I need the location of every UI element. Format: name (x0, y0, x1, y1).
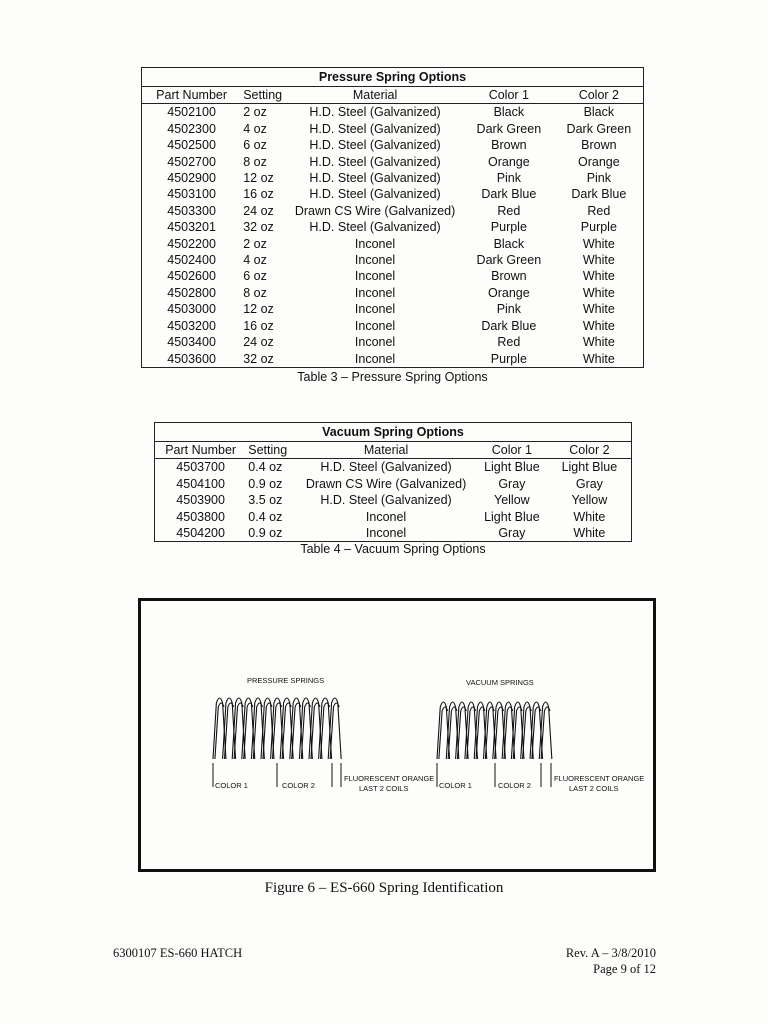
pressure-springs-label: PRESSURE SPRINGS (247, 676, 325, 685)
cell-color-1: Dark Blue (481, 187, 537, 202)
figure-caption: Figure 6 – ES-660 Spring Identification (264, 880, 504, 896)
cell-setting: 16 oz (243, 187, 274, 202)
cell-setting: 32 oz (243, 220, 274, 235)
cell-part-number: 4502300 (167, 121, 216, 136)
header-color-2: Color 2 (548, 442, 632, 459)
cell-part-number: 4502700 (167, 154, 216, 169)
pressure-table-title: Pressure Spring Options (142, 68, 644, 87)
vacuum-color1-label: COLOR 1 (439, 781, 472, 790)
cell-color-1: Dark Blue (481, 318, 537, 333)
cell-material: H.D. Steel (Galvanized) (309, 154, 441, 169)
table-row (142, 236, 644, 252)
header-color-2: Color 2 (555, 87, 644, 104)
cell-setting: 32 oz (243, 351, 274, 366)
footer-doc-id: 6300107 ES-660 HATCH (113, 946, 243, 960)
header-part-number: Part Number (155, 442, 247, 459)
cell-color-1: Gray (498, 476, 526, 491)
cell-part-number: 4503900 (176, 493, 225, 508)
cell-material: Inconel (354, 351, 396, 366)
cell-color-2: White (582, 285, 615, 300)
cell-color-2: Purple (580, 220, 617, 235)
cell-color-1: Purple (490, 351, 527, 366)
cell-part-number: 4504200 (176, 526, 225, 541)
cell-color-1: Purple (490, 220, 527, 235)
header-setting: Setting (246, 442, 296, 459)
table-row (142, 285, 644, 301)
cell-color-1: Orange (488, 154, 530, 169)
footer-revision: Rev. A – 3/8/2010 (565, 946, 656, 960)
cell-material: H.D. Steel (Galvanized) (309, 220, 441, 235)
cell-part-number: 4502600 (167, 269, 216, 284)
cell-color-2: White (582, 302, 615, 317)
cell-part-number: 4502100 (167, 105, 216, 120)
table-row (142, 252, 644, 268)
cell-part-number: 4503300 (167, 203, 216, 218)
cell-part-number: 4503000 (167, 302, 216, 317)
cell-material: H.D. Steel (Galvanized) (320, 460, 452, 475)
vacuum-spring-table (154, 422, 632, 542)
cell-setting: 0.9 oz (248, 526, 283, 541)
cell-color-2: Pink (586, 171, 612, 186)
cell-setting: 8 oz (243, 285, 267, 300)
cell-color-1: Red (497, 203, 521, 218)
cell-color-2: White (573, 526, 606, 541)
cell-setting: 0.4 oz (248, 460, 283, 475)
cell-material: Inconel (354, 269, 396, 284)
table-row (142, 203, 644, 219)
cell-color-2: Gray (575, 476, 603, 491)
table-row (142, 121, 644, 137)
cell-setting: 24 oz (243, 203, 274, 218)
footer-page-number: Page 9 of 12 (593, 962, 656, 976)
cell-material: Inconel (354, 302, 396, 317)
cell-setting: 2 oz (243, 105, 267, 120)
cell-part-number: 4502200 (167, 236, 216, 251)
cell-setting: 8 oz (243, 154, 267, 169)
header-setting: Setting (241, 87, 287, 104)
vacuum-table-caption: Table 4 – Vacuum Spring Options (300, 542, 486, 556)
cell-color-2: Orange (578, 154, 620, 169)
cell-color-1: Dark Green (476, 121, 542, 136)
cell-color-2: White (582, 335, 615, 350)
cell-color-1: Gray (498, 526, 526, 541)
cell-color-1: Light Blue (484, 460, 540, 475)
cell-material: H.D. Steel (Galvanized) (320, 493, 452, 508)
cell-setting: 0.4 oz (248, 509, 283, 524)
cell-material: H.D. Steel (Galvanized) (309, 187, 441, 202)
table-row (155, 492, 632, 508)
vacuum-springs-label: VACUUM SPRINGS (466, 678, 534, 687)
cell-part-number: 4503400 (167, 335, 216, 350)
vacuum-color2-label: COLOR 2 (498, 781, 531, 790)
cell-part-number: 4503700 (176, 460, 225, 475)
cell-color-1: Light Blue (484, 509, 540, 524)
table-row (142, 219, 644, 235)
cell-material: Inconel (365, 526, 407, 541)
cell-material: Inconel (354, 253, 396, 268)
table-row (142, 104, 644, 121)
cell-material: Inconel (354, 335, 396, 350)
cell-part-number: 4503200 (167, 318, 216, 333)
cell-color-2: White (582, 318, 615, 333)
cell-color-2: White (573, 509, 606, 524)
cell-part-number: 4503201 (167, 220, 216, 235)
pressure-table-caption: Table 3 – Pressure Spring Options (297, 370, 488, 384)
cell-color-1: Dark Green (476, 253, 542, 268)
cell-setting: 6 oz (243, 269, 267, 284)
cell-color-2: Dark Green (566, 121, 632, 136)
cell-material: H.D. Steel (Galvanized) (309, 121, 441, 136)
pressure-table-header-row (142, 87, 644, 104)
cell-color-2: White (582, 351, 615, 366)
pressure-spring-coils (213, 698, 341, 759)
cell-color-2: Red (587, 203, 611, 218)
vacuum-last-coils-label: LAST 2 COILS (569, 784, 619, 793)
cell-color-1: Orange (488, 285, 530, 300)
header-color-1: Color 1 (463, 87, 555, 104)
pressure-last-coils-label: LAST 2 COILS (359, 784, 409, 793)
cell-material: Drawn CS Wire (Galvanized) (294, 203, 456, 218)
cell-color-1: Pink (496, 302, 522, 317)
cell-part-number: 4502500 (167, 138, 216, 153)
vacuum-table-title: Vacuum Spring Options (155, 423, 632, 442)
table-row (142, 268, 644, 284)
pressure-color1-label: COLOR 1 (215, 781, 248, 790)
pressure-spring-table (141, 67, 644, 368)
cell-setting: 16 oz (243, 318, 274, 333)
table-row (142, 137, 644, 153)
cell-part-number: 4502400 (167, 253, 216, 268)
cell-part-number: 4502800 (167, 285, 216, 300)
cell-color-2: White (582, 236, 615, 251)
cell-setting: 24 oz (243, 335, 274, 350)
header-part-number: Part Number (142, 87, 242, 104)
cell-color-1: Black (493, 236, 525, 251)
cell-setting: 3.5 oz (248, 493, 283, 508)
vacuum-spring-coils (437, 702, 552, 759)
cell-material: Inconel (354, 318, 396, 333)
spring-diagram (141, 601, 653, 869)
table-row (155, 525, 632, 542)
vacuum-fluorescent-label: FLUORESCENT ORANGE (554, 774, 645, 783)
header-color-1: Color 1 (476, 442, 548, 459)
table-row (155, 459, 632, 476)
table-row (142, 318, 644, 334)
cell-part-number: 4502900 (167, 171, 216, 186)
cell-color-2: Dark Blue (571, 187, 627, 202)
table-row (142, 186, 644, 202)
cell-setting: 2 oz (243, 236, 267, 251)
cell-material: Inconel (354, 285, 396, 300)
cell-color-1: Brown (491, 138, 527, 153)
spring-identification-figure (138, 598, 656, 872)
cell-color-2: Light Blue (561, 460, 618, 475)
cell-setting: 4 oz (243, 121, 267, 136)
header-material: Material (296, 442, 476, 459)
cell-color-1: Black (493, 105, 525, 120)
table-row (142, 351, 644, 368)
cell-material: Inconel (354, 236, 396, 251)
cell-setting: 6 oz (243, 138, 267, 153)
cell-color-2: White (582, 253, 615, 268)
pressure-fluorescent-label: FLUORESCENT ORANGE (344, 774, 435, 783)
cell-setting: 0.9 oz (248, 476, 283, 491)
table-row (142, 170, 644, 186)
cell-part-number: 4504100 (176, 476, 225, 491)
table-row (142, 154, 644, 170)
pressure-color2-label: COLOR 2 (282, 781, 315, 790)
cell-part-number: 4503800 (176, 509, 225, 524)
cell-setting: 12 oz (243, 171, 274, 186)
cell-color-2: Black (583, 105, 615, 120)
cell-color-1: Pink (496, 171, 522, 186)
cell-color-2: Yellow (571, 493, 608, 508)
cell-setting: 4 oz (243, 253, 267, 268)
cell-color-1: Red (497, 335, 521, 350)
table-row (155, 509, 632, 525)
table-row (142, 301, 644, 317)
cell-part-number: 4503600 (167, 351, 216, 366)
cell-part-number: 4503100 (167, 187, 216, 202)
cell-color-2: White (582, 269, 615, 284)
cell-material: Inconel (365, 509, 407, 524)
cell-material: Drawn CS Wire (Galvanized) (305, 476, 467, 491)
table-row (142, 334, 644, 350)
table-row (155, 476, 632, 492)
cell-setting: 12 oz (243, 302, 274, 317)
cell-color-2: Brown (581, 138, 617, 153)
cell-color-1: Yellow (494, 493, 530, 508)
cell-material: H.D. Steel (Galvanized) (309, 105, 441, 120)
cell-color-1: Brown (491, 269, 527, 284)
vacuum-table-header-row (155, 442, 632, 459)
cell-material: H.D. Steel (Galvanized) (309, 138, 441, 153)
cell-material: H.D. Steel (Galvanized) (309, 171, 441, 186)
header-material: Material (287, 87, 463, 104)
